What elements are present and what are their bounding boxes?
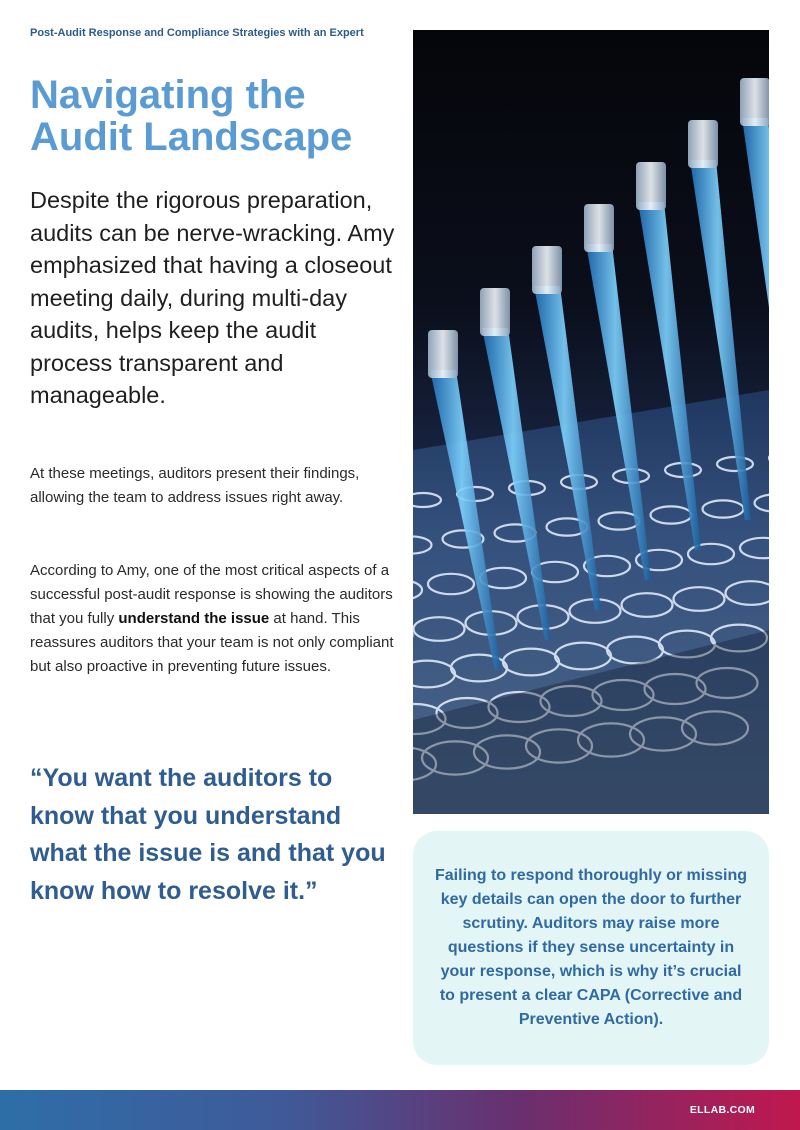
footer-site-link[interactable]: ELLAB.COM — [689, 1104, 755, 1116]
body-paragraph-2 — [30, 559, 395, 679]
lead-paragraph: Despite the rigorous preparation, audits can be nerve-wracking. Amy emphasized that having a closeout meeting daily, during multi-day audits, helps keep the audit process transparent and manageable. — [30, 187, 395, 408]
page-title: Navigating the Audit Landscape — [30, 73, 353, 159]
document-kicker: Post-Audit Response and Compliance Strategies with an Expert — [30, 27, 364, 39]
paragraph-2-text-end: at hand. This reassures auditors that your team is not only compliant but also proactive in preventing future issues. — [30, 610, 394, 675]
paragraph-2-text-start: According to Amy, one of the most critical aspects of a successful post-audit response is showing the auditors that you fully — [30, 562, 393, 627]
pull-quote: “You want the auditors to know that you understand what the issue is and that you know how to resolve it.” — [30, 764, 386, 905]
paragraph-2-emphasis: understand the issue — [118, 610, 270, 627]
laboratory-pipette-tips-icon — [413, 30, 769, 814]
callout-text: Failing to respond thoroughly or missing key details can open the door to further scrutiny. Auditors may raise more questions if they sense uncertainty in your response, which is why it’s crucial to present a clear CAPA (Corrective and Preventive Action). — [435, 867, 747, 1028]
body-paragraph-1: At these meetings, auditors present their findings, allowing the team to address issues right away. — [30, 465, 360, 506]
footer-bar — [0, 1090, 800, 1130]
callout-box — [413, 831, 769, 1065]
pipette-photo — [413, 30, 769, 814]
